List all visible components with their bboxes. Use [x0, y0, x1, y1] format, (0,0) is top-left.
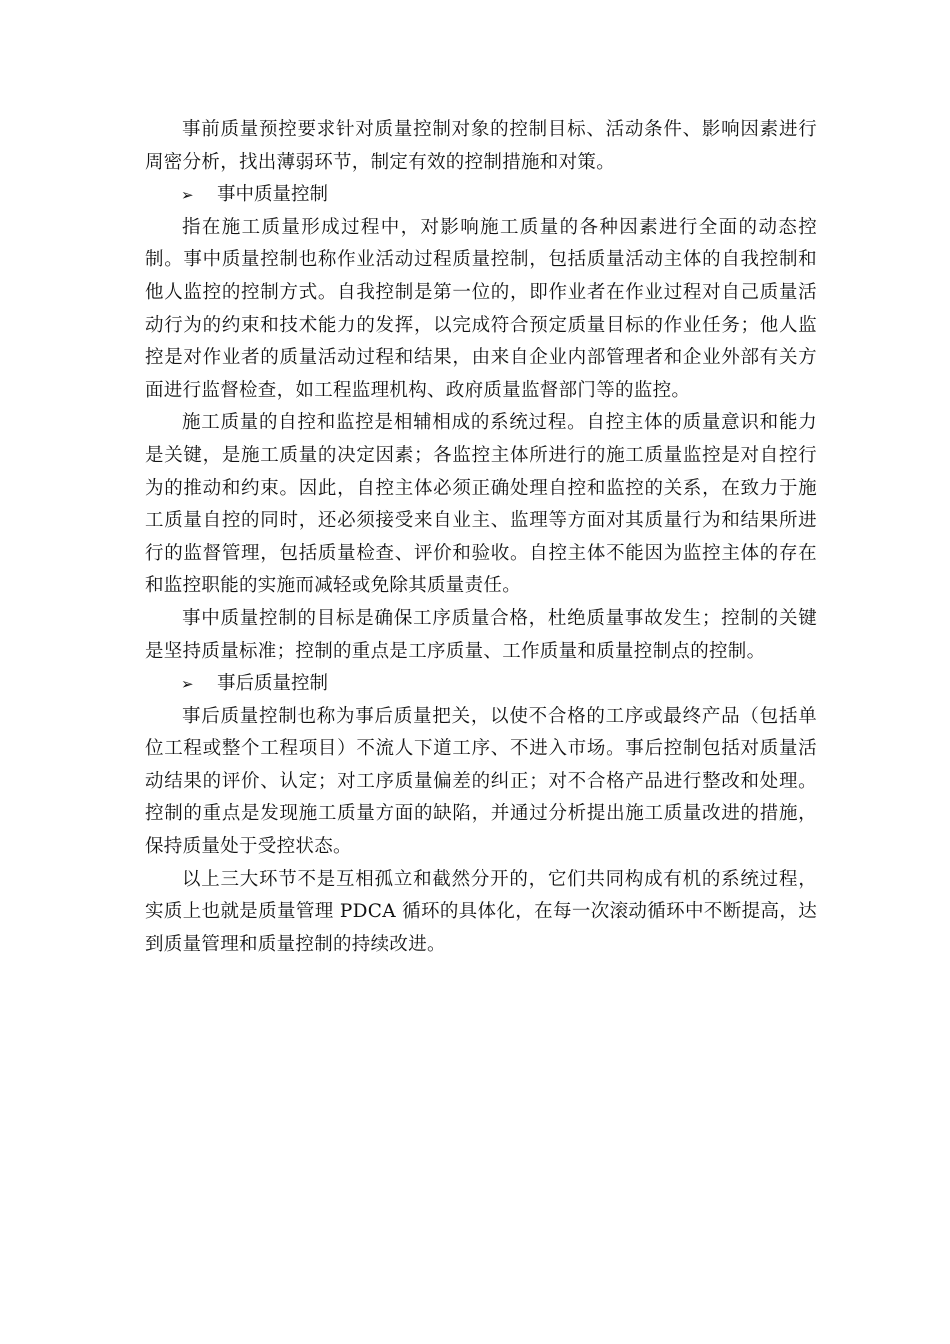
document-page [145, 114, 817, 961]
heading-in-process-control [145, 179, 817, 212]
heading-text: 事中质量控制 [217, 184, 329, 206]
arrow-bullet-icon: ➢ [181, 675, 194, 694]
arrow-bullet-icon: ➢ [181, 186, 194, 205]
heading-text: 事后质量控制 [217, 673, 329, 695]
heading-post-control [145, 668, 817, 701]
paragraph-in-process-goal: 事中质量控制的目标是确保工序质量合格，杜绝质量事故发生；控制的关键是坚持质量标准；控制的重点是工序质量、工作质量和质量控制点的控制。 [145, 607, 817, 662]
paragraph-self-control-and-monitoring: 施工质量的自控和监控是相辅相成的系统过程。自控主体的质量意识和能力是关键，是施工质量的决定因素；各监控主体所进行的施工质量监控是对自控行为的推动和约束。因此，自控主体必须正确处理自控和监控的关系，在致力于施工质量自控的同时，还必须接受来自业主、监理等方面对其质量行为和结果所进行的监督管理，包括质量检查、评价和验收。自控主体不能因为监控主体的存在和监控职能的实施而减轻或免除其质量责任。 [145, 412, 817, 597]
paragraph-pdca-summary: 以上三大环节不是互相孤立和截然分开的，它们共同构成有机的系统过程，实质上也就是质量管理 PDCA 循环的具体化，在每一次滚动循环中不断提高，达到质量管理和质量控制的持续改进。 [145, 868, 817, 955]
paragraph-post-control: 事后质量控制也称为事后质量把关，以使不合格的工序或最终产品（包括单位工程或整个工程项目）不流人下道工序、不进入市场。事后控制包括对质量活动结果的评价、认定；对工序质量偏差的纠正；对不合格产品进行整改和处理。控制的重点是发现施工质量方面的缺陷，并通过分析提出施工质量改进的措施，保持质量处于受控状态。 [145, 705, 817, 858]
paragraph-in-process-definition: 指在施工质量形成过程中，对影响施工质量的各种因素进行全面的动态控制。事中质量控制也称作业活动过程质量控制，包括质量活动主体的自我控制和他人监控的控制方式。自我控制是第一位的，即作业者在作业过程对自己质量活动行为的约束和技术能力的发挥，以完成符合预定质量目标的作业任务；他人监控是对作业者的质量活动过程和结果，由来自企业内部管理者和企业外部有关方面进行监督检查，如工程监理机构、政府质量监督部门等的监控。 [145, 216, 817, 401]
paragraph-pre-control: 事前质量预控要求针对质量控制对象的控制目标、活动条件、影响因素进行周密分析，找出薄弱环节，制定有效的控制措施和对策。 [145, 119, 817, 173]
